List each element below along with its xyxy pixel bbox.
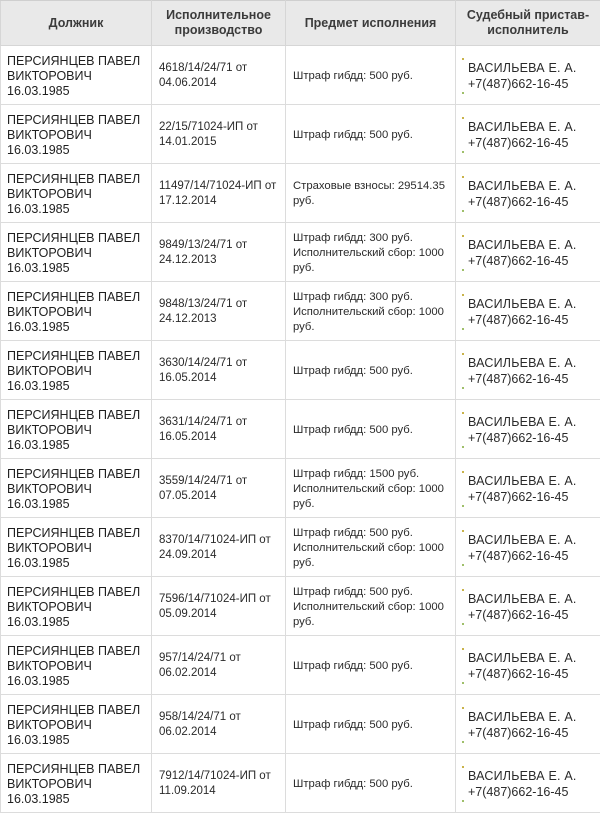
proceeding-line: 7912/14/71024-ИП от (159, 769, 278, 784)
bailiff-phone: +7(487)662-16-45 (468, 253, 593, 269)
dot-marker-icon (462, 235, 464, 237)
dot-marker-icon (462, 151, 464, 153)
debtor-line: 16.03.1985 (7, 261, 144, 276)
proceeding-cell (152, 46, 286, 105)
proceeding-line: 07.05.2014 (159, 489, 278, 504)
bailiff-cell (456, 282, 600, 341)
subject-line: руб. (293, 556, 451, 571)
subject-cell (286, 105, 456, 164)
bailiff-name: ВАСИЛЬЕВА Е. А. (468, 768, 593, 784)
proceeding-line: 04.06.2014 (159, 76, 278, 91)
debtor-line: ВИКТОРОВИЧ (7, 364, 144, 379)
debtor-line: ПЕРСИЯНЦЕВ ПАВЕЛ (7, 467, 144, 482)
bailiff-name: ВАСИЛЬЕВА Е. А. (468, 60, 593, 76)
bailiff-phone: +7(487)662-16-45 (468, 430, 593, 446)
dot-marker-icon (462, 682, 464, 684)
debtor-cell (1, 282, 152, 341)
table-row (1, 754, 600, 813)
subject-line: руб. (293, 261, 451, 276)
debtor-line: ПЕРСИЯНЦЕВ ПАВЕЛ (7, 703, 144, 718)
proceeding-line: 3559/14/24/71 от (159, 474, 278, 489)
debtor-line: ВИКТОРОВИЧ (7, 777, 144, 792)
proceeding-line: 9849/13/24/71 от (159, 238, 278, 253)
proceeding-line: 16.05.2014 (159, 430, 278, 445)
bailiff-name: ВАСИЛЬЕВА Е. А. (468, 650, 593, 666)
debtor-line: ПЕРСИЯНЦЕВ ПАВЕЛ (7, 290, 144, 305)
proceeding-cell (152, 282, 286, 341)
debtor-line: ВИКТОРОВИЧ (7, 128, 144, 143)
subject-line: руб. (293, 497, 451, 512)
subject-line: Страховые взносы: 29514.35 (293, 179, 451, 194)
dot-marker-icon (462, 589, 464, 591)
debtor-line: ВИКТОРОВИЧ (7, 69, 144, 84)
bailiff-name: ВАСИЛЬЕВА Е. А. (468, 473, 593, 489)
proceeding-line: 8370/14/71024-ИП от (159, 533, 278, 548)
proceeding-cell (152, 341, 286, 400)
debtor-cell (1, 577, 152, 636)
dot-marker-icon (462, 741, 464, 743)
header-row (1, 1, 600, 46)
proceeding-cell (152, 400, 286, 459)
debtor-line: 16.03.1985 (7, 143, 144, 158)
debtor-line: 16.03.1985 (7, 615, 144, 630)
debtor-cell (1, 459, 152, 518)
table-row (1, 105, 600, 164)
debtor-cell (1, 695, 152, 754)
subject-line: Штраф гибдд: 500 руб. (293, 585, 451, 600)
subject-line: Штраф гибдд: 1500 руб. (293, 467, 451, 482)
subject-line: Исполнительский сбор: 1000 (293, 305, 451, 320)
bailiff-phone: +7(487)662-16-45 (468, 607, 593, 623)
bailiff-cell (456, 46, 600, 105)
proceeding-cell (152, 754, 286, 813)
bailiff-cell (456, 105, 600, 164)
subject-line: Исполнительский сбор: 1000 (293, 482, 451, 497)
proceeding-cell (152, 636, 286, 695)
proceeding-line: 958/14/24/71 от (159, 710, 278, 725)
debtor-cell (1, 341, 152, 400)
bailiff-phone: +7(487)662-16-45 (468, 489, 593, 505)
debtor-line: ВИКТОРОВИЧ (7, 718, 144, 733)
debtor-cell (1, 164, 152, 223)
bailiff-cell (456, 223, 600, 282)
dot-marker-icon (462, 328, 464, 330)
subject-line: Штраф гибдд: 500 руб. (293, 364, 451, 379)
debtor-line: 16.03.1985 (7, 792, 144, 807)
bailiff-phone: +7(487)662-16-45 (468, 784, 593, 800)
proceeding-line: 22/15/71024-ИП от (159, 120, 278, 135)
subject-cell (286, 577, 456, 636)
dot-marker-icon (462, 387, 464, 389)
proceeding-cell (152, 164, 286, 223)
table-body (1, 46, 600, 813)
table-row (1, 518, 600, 577)
bailiff-phone: +7(487)662-16-45 (468, 548, 593, 564)
debtor-line: 16.03.1985 (7, 674, 144, 689)
subject-cell (286, 282, 456, 341)
bailiff-cell (456, 577, 600, 636)
proceeding-line: 11497/14/71024-ИП от (159, 179, 278, 194)
debtor-line: 16.03.1985 (7, 497, 144, 512)
dot-marker-icon (462, 707, 464, 709)
subject-cell (286, 459, 456, 518)
bailiff-cell (456, 754, 600, 813)
subject-cell (286, 164, 456, 223)
debtor-line: 16.03.1985 (7, 733, 144, 748)
proceeding-line: 3630/14/24/71 от (159, 356, 278, 371)
proceeding-line: 957/14/24/71 от (159, 651, 278, 666)
subject-line: руб. (293, 615, 451, 630)
header-proceeding: Исполнительное производство (152, 1, 286, 46)
subject-line: Штраф гибдд: 500 руб. (293, 423, 451, 438)
debtor-line: ПЕРСИЯНЦЕВ ПАВЕЛ (7, 113, 144, 128)
subject-line: Штраф гибдд: 500 руб. (293, 777, 451, 792)
debtor-line: ВИКТОРОВИЧ (7, 659, 144, 674)
proceeding-line: 06.02.2014 (159, 666, 278, 681)
proceeding-line: 06.02.2014 (159, 725, 278, 740)
dot-marker-icon (462, 176, 464, 178)
bailiff-name: ВАСИЛЬЕВА Е. А. (468, 178, 593, 194)
bailiff-name: ВАСИЛЬЕВА Е. А. (468, 709, 593, 725)
table-row (1, 400, 600, 459)
proceeding-line: 11.09.2014 (159, 784, 278, 799)
bailiff-name: ВАСИЛЬЕВА Е. А. (468, 296, 593, 312)
debtor-line: ПЕРСИЯНЦЕВ ПАВЕЛ (7, 644, 144, 659)
bailiff-phone: +7(487)662-16-45 (468, 194, 593, 210)
debtor-cell (1, 223, 152, 282)
header-bailiff: Судебный пристав-исполнитель (456, 1, 600, 46)
table-row (1, 282, 600, 341)
dot-marker-icon (462, 446, 464, 448)
table-row (1, 46, 600, 105)
bailiff-cell (456, 695, 600, 754)
bailiff-cell (456, 636, 600, 695)
bailiff-cell (456, 341, 600, 400)
debtor-line: ПЕРСИЯНЦЕВ ПАВЕЛ (7, 172, 144, 187)
proceeding-line: 16.05.2014 (159, 371, 278, 386)
proceeding-line: 3631/14/24/71 от (159, 415, 278, 430)
dot-marker-icon (462, 210, 464, 212)
dot-marker-icon (462, 353, 464, 355)
table-row (1, 223, 600, 282)
debtor-line: 16.03.1985 (7, 84, 144, 99)
subject-line: Исполнительский сбор: 1000 (293, 541, 451, 556)
debtor-line: ПЕРСИЯНЦЕВ ПАВЕЛ (7, 762, 144, 777)
table-row (1, 636, 600, 695)
debtor-line: ВИКТОРОВИЧ (7, 246, 144, 261)
subject-cell (286, 695, 456, 754)
proceeding-line: 05.09.2014 (159, 607, 278, 622)
bailiff-phone: +7(487)662-16-45 (468, 666, 593, 682)
dot-marker-icon (462, 564, 464, 566)
header-subject: Предмет исполнения (286, 1, 456, 46)
debtor-line: ПЕРСИЯНЦЕВ ПАВЕЛ (7, 585, 144, 600)
dot-marker-icon (462, 530, 464, 532)
dot-marker-icon (462, 505, 464, 507)
subject-line: Штраф гибдд: 500 руб. (293, 526, 451, 541)
dot-marker-icon (462, 294, 464, 296)
dot-marker-icon (462, 766, 464, 768)
debtor-line: ВИКТОРОВИЧ (7, 541, 144, 556)
proceeding-line: 14.01.2015 (159, 135, 278, 150)
proceeding-line: 17.12.2014 (159, 194, 278, 209)
proceeding-line: 9848/13/24/71 от (159, 297, 278, 312)
debtor-line: ПЕРСИЯНЦЕВ ПАВЕЛ (7, 231, 144, 246)
bailiff-phone: +7(487)662-16-45 (468, 371, 593, 387)
subject-line: Штраф гибдд: 300 руб. (293, 290, 451, 305)
subject-cell (286, 636, 456, 695)
debtor-line: ВИКТОРОВИЧ (7, 305, 144, 320)
debtor-cell (1, 46, 152, 105)
subject-cell (286, 223, 456, 282)
proceeding-line: 7596/14/71024-ИП от (159, 592, 278, 607)
subject-line: руб. (293, 194, 451, 209)
debtor-line: 16.03.1985 (7, 438, 144, 453)
table-row (1, 695, 600, 754)
dot-marker-icon (462, 648, 464, 650)
bailiff-name: ВАСИЛЬЕВА Е. А. (468, 532, 593, 548)
proceeding-line: 24.12.2013 (159, 253, 278, 268)
dot-marker-icon (462, 58, 464, 60)
table-row (1, 164, 600, 223)
debtor-line: ВИКТОРОВИЧ (7, 187, 144, 202)
debtor-cell (1, 754, 152, 813)
debtor-line: ВИКТОРОВИЧ (7, 423, 144, 438)
subject-cell (286, 341, 456, 400)
bailiff-cell (456, 400, 600, 459)
debtor-line: ПЕРСИЯНЦЕВ ПАВЕЛ (7, 526, 144, 541)
subject-cell (286, 754, 456, 813)
subject-line: Штраф гибдд: 300 руб. (293, 231, 451, 246)
debtor-cell (1, 400, 152, 459)
dot-marker-icon (462, 92, 464, 94)
proceeding-cell (152, 105, 286, 164)
subject-line: Штраф гибдд: 500 руб. (293, 718, 451, 733)
subject-line: Штраф гибдд: 500 руб. (293, 128, 451, 143)
debtor-line: ПЕРСИЯНЦЕВ ПАВЕЛ (7, 408, 144, 423)
debtor-line: 16.03.1985 (7, 320, 144, 335)
dot-marker-icon (462, 623, 464, 625)
proceeding-cell (152, 518, 286, 577)
header-debtor: Должник (1, 1, 152, 46)
table-row (1, 341, 600, 400)
subject-cell (286, 46, 456, 105)
bailiff-name: ВАСИЛЬЕВА Е. А. (468, 119, 593, 135)
bailiff-phone: +7(487)662-16-45 (468, 135, 593, 151)
table-row (1, 577, 600, 636)
subject-line: Штраф гибдд: 500 руб. (293, 659, 451, 674)
debtor-cell (1, 105, 152, 164)
bailiff-name: ВАСИЛЬЕВА Е. А. (468, 237, 593, 253)
bailiff-name: ВАСИЛЬЕВА Е. А. (468, 355, 593, 371)
debtor-line: ПЕРСИЯНЦЕВ ПАВЕЛ (7, 54, 144, 69)
proceeding-line: 24.12.2013 (159, 312, 278, 327)
dot-marker-icon (462, 412, 464, 414)
subject-line: Исполнительский сбор: 1000 (293, 246, 451, 261)
debtor-line: 16.03.1985 (7, 379, 144, 394)
dot-marker-icon (462, 800, 464, 802)
bailiff-name: ВАСИЛЬЕВА Е. А. (468, 414, 593, 430)
bailiff-phone: +7(487)662-16-45 (468, 76, 593, 92)
subject-cell (286, 518, 456, 577)
proceeding-cell (152, 459, 286, 518)
debtor-line: 16.03.1985 (7, 202, 144, 217)
subject-cell (286, 400, 456, 459)
dot-marker-icon (462, 471, 464, 473)
debtor-line: ВИКТОРОВИЧ (7, 482, 144, 497)
proceeding-cell (152, 577, 286, 636)
dot-marker-icon (462, 269, 464, 271)
debtor-line: 16.03.1985 (7, 556, 144, 571)
proceeding-cell (152, 695, 286, 754)
bailiff-phone: +7(487)662-16-45 (468, 312, 593, 328)
bailiff-cell (456, 164, 600, 223)
table-row (1, 459, 600, 518)
subject-line: Исполнительский сбор: 1000 (293, 600, 451, 615)
bailiff-name: ВАСИЛЬЕВА Е. А. (468, 591, 593, 607)
proceeding-line: 24.09.2014 (159, 548, 278, 563)
dot-marker-icon (462, 117, 464, 119)
proceeding-line: 4618/14/24/71 от (159, 61, 278, 76)
bailiff-phone: +7(487)662-16-45 (468, 725, 593, 741)
subject-line: руб. (293, 320, 451, 335)
debtor-cell (1, 636, 152, 695)
bailiff-cell (456, 459, 600, 518)
debtor-line: ПЕРСИЯНЦЕВ ПАВЕЛ (7, 349, 144, 364)
bailiff-cell (456, 518, 600, 577)
debtor-line: ВИКТОРОВИЧ (7, 600, 144, 615)
proceeding-cell (152, 223, 286, 282)
subject-line: Штраф гибдд: 500 руб. (293, 69, 451, 84)
debtor-cell (1, 518, 152, 577)
